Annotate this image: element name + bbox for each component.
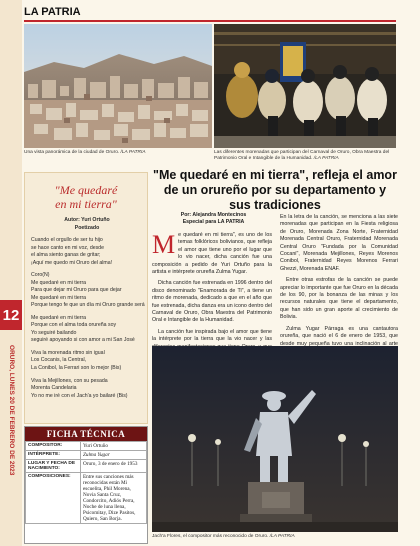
lyrics-stanza: Coro(N) Me quedaré en mi tierra Para que dejar mi Oruro para que dejar Me quedaré en mi tierra Porque tengo fe que un día mi Oruro grande será xyxy=(31,272,145,309)
parade-photo xyxy=(214,24,396,148)
drop-cap: M xyxy=(152,230,176,259)
lyrics-stanza: Viva la morenada ritmo sin igual Los Cocanis, la Central, La Conibol, la Ferrari son lo mejor (Bis) xyxy=(31,349,122,371)
lyrics-title: "Me quedaré en mi tierra" xyxy=(54,183,118,212)
lyrics-stanzas xyxy=(31,237,145,405)
statue-photo xyxy=(152,346,398,532)
lyrics-box xyxy=(24,172,148,424)
city-panorama-photo xyxy=(24,24,212,148)
city-photo-caption: Una vista panorámica de la ciudad de Oruro. /LA PATRIA xyxy=(24,150,146,155)
statue-photo-caption: Jach'a Flores, el compositor más reconocido de Oruro. /LA PATRIA xyxy=(152,534,295,539)
page-number: 12 xyxy=(0,300,22,330)
article-column-1: Me quedaré en mi tierra", es uno de los temas folklóricos bolivianos, que refleja el amor que tiene uno por el lugar que lo vio nacer, dicha canción fue una composición a pedido de Yuri Ortuño para la artista e intérprete orureña Zulma Yugar. Dicha canción fue estrenada en 1996 dentro del disco denominado "Enamorada de Ti", a tiene un ritmo de morenada, dedicado a que en el año que fue estrenada, dicha danza era un icono dentro del Carnaval de Oruro, Obra Maestra del Patrimonio Oral e Intangible de la Humanidad. La canción fue inspirada bajo el amor que tiene la intérprete por la tierra que la vio nacer y las xyxy=(152,230,272,343)
table-row: COMPOSITOR: Yuri Ortuño xyxy=(26,442,147,451)
lyrics-stanza: Viva la Mejillones, con su pesada Morenta Candelaria Yo no me iré con el Jach'a yo bailaré (Bis) xyxy=(31,377,128,399)
technical-sheet-table xyxy=(25,441,147,524)
lyrics-stanza: Cuando el orgullo de ser tu hijo se hace canto en mi voz, desde el alma siento ganas de gritar; ¡Aquí me quedo mi Oruro del alma! xyxy=(31,237,113,266)
table-row: COMPOSICIONES: Entre sus canciones más reconocidas están Mi escuelita, Phil Morena, Novia Santa Cruz, Condorcito, Adiós Perra, Noche de luna llena, Psicomitay, Dize Pasitos, Quiero, San Borja. xyxy=(26,473,147,524)
lyrics-stanza: Me quedaré en mi tierra Porque con el alma toda orureña soy Yo seguiré bailando seguiré apoyando si con amor a mi San José xyxy=(31,314,135,344)
article-headline: "Me quedaré en mi tierra", refleja el amor de un orureño por su departamento y sus tradiciones xyxy=(153,168,397,212)
technical-sheet-title: FICHA TÉCNICA xyxy=(25,427,147,441)
lyrics-author: Autor: Yuri Ortuño xyxy=(64,217,110,223)
article-column-2: En la letra de la canción, se menciona a las siete morenadas que participan en la Fiesta religiosa de Oruro, Morenada Zona Norte, Fraternidad Morenada Central Oruro, Fraternidad Morenada Central Oruro "Fundada por la Comunidad Cocani", Morenada Mejillones, Reyes Morenos Conibol, Fraternidad Reyes Morenos Ferrari Ghezzi, Morenada ENAF. Entre otras estrofas de la canción se puede apreciar lo importante que fue Oruro en la década de los 90, por la bonanza de las minas y los recursos naturales que tiene el departamento, que han sido un gran aporte al crecimiento de Bolivia. Zulma Yugar Párraga es una cantautora orureña, que nació el 6 de enero de 1953, que desde muy pequeña tuvo una inclinación al arte xyxy=(280,214,398,347)
parade-photo-caption: Las diferentes morenadas que participan del Carnaval de Oruro, Obra Maestra del Patrimonio Oral e Intangible de la Humanidad. /LA PATRIA xyxy=(214,150,390,161)
date-vertical-text: ORURO, LUNES 20 DE FEBRERO DE 2023 xyxy=(8,345,15,476)
lyrics-style: Poetizado xyxy=(74,225,100,231)
technical-sheet xyxy=(24,426,148,544)
table-row: LUGAR Y FECHA DE NACIMIENTO: Oruro, 3 de enero de 1953 xyxy=(26,460,147,473)
table-row: INTÉRPRETE: Zulma Yugar xyxy=(26,451,147,460)
article-byline: Por: Alejandra Montecinos Especial para LA PATRIA xyxy=(180,212,247,226)
brand-divider xyxy=(24,20,396,22)
newspaper-brand: LA PATRIA xyxy=(24,6,81,18)
